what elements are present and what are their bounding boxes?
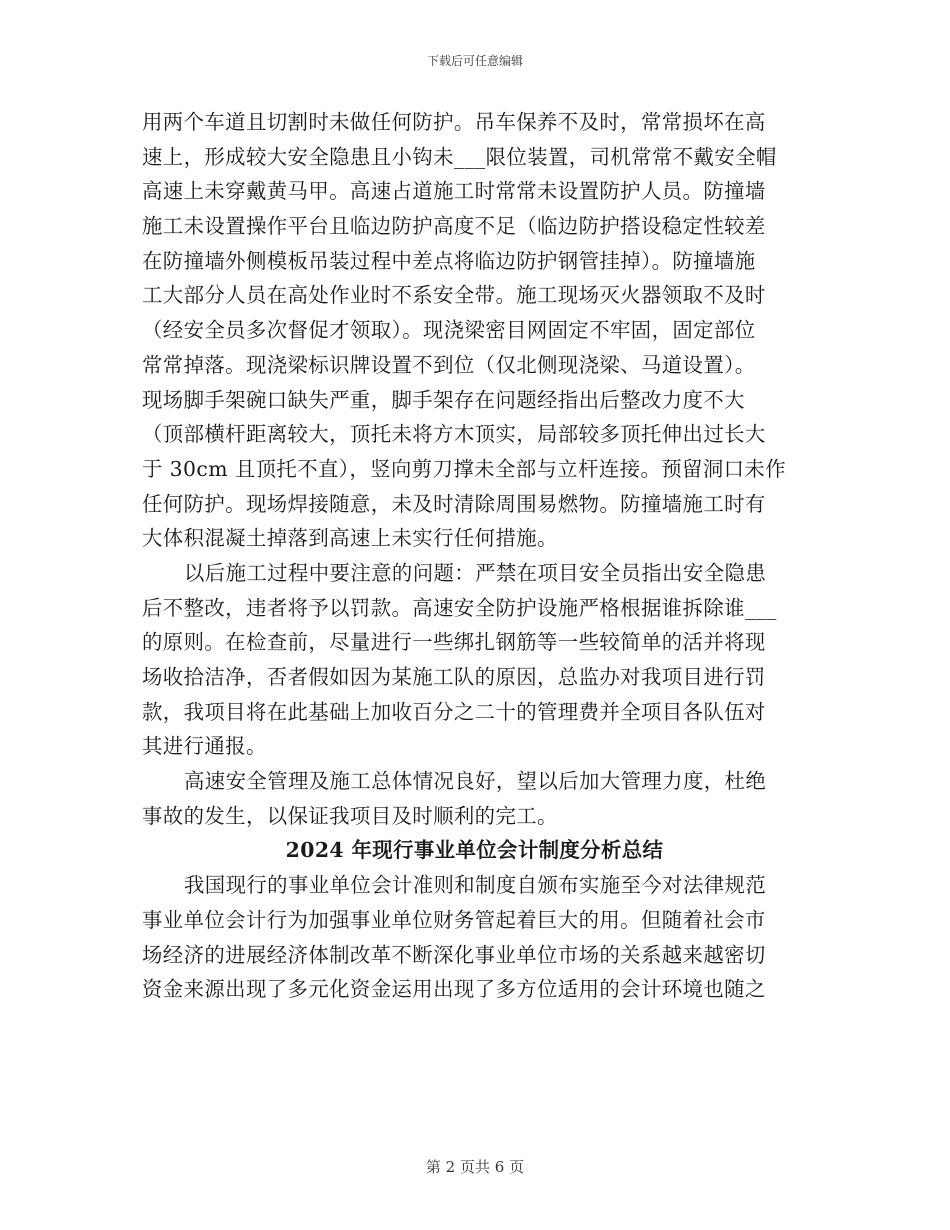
- page-footer: 第 2 页共 6 页: [425, 1158, 525, 1176]
- text-line: 高速上未穿戴黄马甲。高速占道施工时常常未设置防护人员。防撞墙: [142, 179, 766, 204]
- paragraph-first-line: 以后施工过程中要注意的问题：严禁在项目安全员指出安全隐患: [184, 560, 767, 585]
- text-line: （顶部横杆距离较大，顶托未将方木顶实，局部较多顶托伸出过长大: [142, 422, 766, 447]
- text-line: 于 30cm 且顶托不直），竖向剪刀撑未全部与立杆连接。预留洞口未作: [142, 456, 786, 481]
- text-line: 工大部分人员在高处作业时不系安全带。施工现场灭火器领取不及时: [142, 283, 766, 308]
- text-line: 资金来源出现了多元化资金运用出现了多方位适用的会计环境也随之: [142, 977, 766, 1002]
- document-body: [142, 105, 807, 1007]
- paragraph-first-line: 我国现行的事业单位会计准则和制度自颁布实施至今对法律规范: [184, 873, 767, 898]
- text-line: （经安全员多次督促才领取）。现浇梁密目网固定不牢固，固定部位: [142, 318, 756, 343]
- text-line: 常常掉落。现浇梁标识牌设置不到位（仅北侧现浇梁、马道设置）。: [142, 352, 756, 377]
- text-line: 场收拾洁净，否者假如因为某施工队的原因，总监办对我项目进行罚: [142, 665, 766, 689]
- text-line: 用两个车道且切割时未做任何防护。吊车保养不及时，常常损坏在高: [142, 110, 766, 134]
- text-line: 的原则。在检查前，尽量进行一些绑扎钢筋等一些较简单的活并将现: [142, 630, 766, 655]
- text-line: 任何防护。现场焊接随意，未及时清除周围易燃物。防撞墙施工时有: [142, 491, 766, 516]
- text-line: 大体积混凝土掉落到高速上未实行任何措施。: [142, 526, 558, 551]
- text-line: 在防撞墙外侧模板吊装过程中差点将临边防护钢管挂掉）。防撞墙施: [142, 248, 756, 273]
- text-line: 现场脚手架碗口缺失严重，脚手架存在问题经指出后整改力度不大: [142, 387, 745, 412]
- text-line: 事业单位会计行为加强事业单位财务管起着巨大的用。但随着社会市: [142, 907, 766, 932]
- text-line: 速上，形成较大安全隐患且小钩未___限位装置，司机常常不戴安全帽: [142, 144, 777, 169]
- text-line: 事故的发生，以保证我项目及时顺利的完工。: [142, 803, 558, 828]
- text-line: 其进行通报。: [142, 734, 267, 759]
- page-header: 下载后可任意编辑: [426, 54, 523, 68]
- text-line: 场经济的进展经济体制改革不断深化事业单位市场的关系越来越密切: [142, 942, 766, 967]
- text-line: 款，我项目将在此基础上加收百分之二十的管理费并全项目各队伍对: [142, 699, 766, 724]
- paragraph-first-line: 高速安全管理及施工总体情况良好，望以后加大管理力度，杜绝: [184, 769, 767, 794]
- section-heading: 2024 年现行事业单位会计制度分析总结: [285, 838, 664, 863]
- text-line: 后不整改，违者将予以罚款。高速安全防护设施严格根据谁拆除谁___: [142, 595, 777, 620]
- text-line: 施工未设置操作平台且临边防护高度不足（临边防护搭设稳定性较差: [142, 214, 766, 239]
